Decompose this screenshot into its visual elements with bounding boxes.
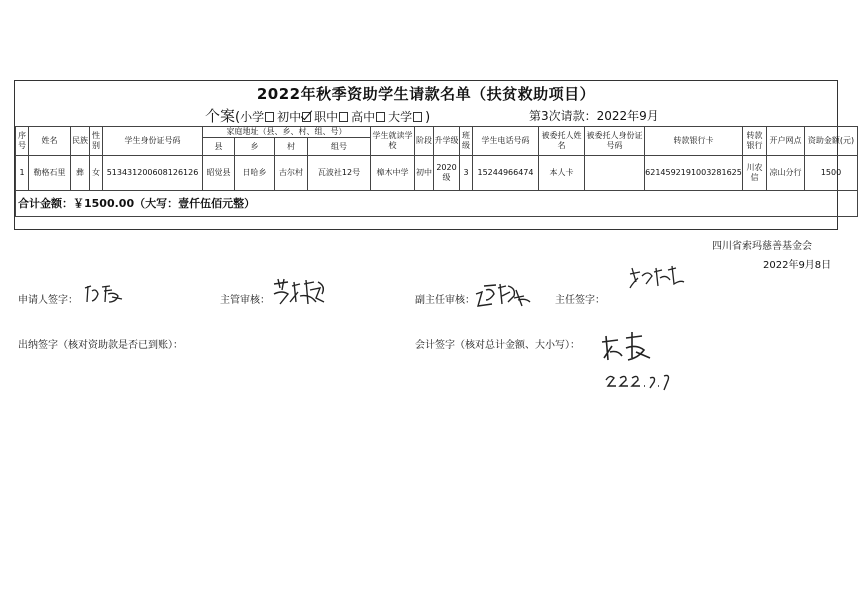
cell-id-number: 513431200608126126 bbox=[103, 156, 203, 191]
cell-village: 古尔村 bbox=[275, 156, 308, 191]
form-title: 2022年秋季资助学生请款名单（扶贫救助项目） bbox=[256, 85, 596, 103]
deputy-director-signature bbox=[472, 280, 536, 310]
th-gender: 性别 bbox=[90, 127, 103, 156]
applicant-label: 申请人签字： bbox=[18, 295, 78, 306]
table-row bbox=[16, 156, 858, 191]
cell-class: 3 bbox=[460, 156, 473, 191]
student-table bbox=[15, 126, 858, 217]
th-school: 学生就读学校 bbox=[371, 127, 415, 156]
option-senior bbox=[351, 110, 386, 124]
th-name: 姓名 bbox=[29, 127, 71, 156]
th-amount: 资助金额(元) bbox=[805, 127, 858, 156]
th-bank: 转款银行 bbox=[743, 127, 767, 156]
option-junior bbox=[277, 110, 312, 124]
case-close-paren: ) bbox=[425, 110, 431, 125]
th-delegate-id: 被委托人身份证号码 bbox=[585, 127, 645, 156]
cell-grade-year: 2020级 bbox=[434, 156, 460, 191]
th-grade-year: 升学级 bbox=[434, 127, 460, 156]
option-senior-label: 高中 bbox=[351, 110, 376, 124]
supervisor-label: 主管审核： bbox=[220, 295, 270, 306]
cell-name: 勒格石里 bbox=[29, 156, 71, 191]
total-row bbox=[16, 191, 858, 217]
th-ethnicity: 民族 bbox=[71, 127, 90, 156]
cell-group: 瓦波社12号 bbox=[308, 156, 371, 191]
th-seq: 序号 bbox=[16, 127, 29, 156]
director-signature bbox=[626, 264, 688, 294]
cell-ethnicity: 彝 bbox=[71, 156, 90, 191]
supervisor-signature bbox=[270, 276, 332, 308]
option-vocational-checkbox bbox=[339, 112, 348, 122]
cell-delegate-name: 本人卡 bbox=[539, 156, 585, 191]
option-university-label: 大学 bbox=[388, 110, 413, 124]
option-vocational-label: 职中 bbox=[314, 110, 339, 124]
cashier-label: 出纳签字（核对资助款是否已到账）： bbox=[18, 340, 183, 351]
cell-stage: 初中 bbox=[415, 156, 434, 191]
cell-delegate-id bbox=[585, 156, 645, 191]
th-county: 县 bbox=[203, 138, 235, 156]
cell-county: 昭觉县 bbox=[203, 156, 235, 191]
option-vocational bbox=[314, 110, 349, 124]
director-label: 主任签字： bbox=[555, 295, 605, 306]
option-primary bbox=[240, 110, 275, 124]
th-address-group: 家庭地址（县、乡、村、组、号） bbox=[203, 127, 371, 138]
option-junior-label: 初中 bbox=[277, 110, 302, 124]
option-university-checkbox bbox=[413, 112, 422, 122]
cell-seq: 1 bbox=[16, 156, 29, 191]
cell-phone: 15244966474 bbox=[473, 156, 539, 191]
th-class: 班级 bbox=[460, 127, 473, 156]
foundation-name: 四川省索玛慈善基金会 bbox=[712, 241, 812, 252]
cell-school: 樟木中学 bbox=[371, 156, 415, 191]
th-stage: 阶段 bbox=[415, 127, 434, 156]
option-junior-checkbox bbox=[302, 112, 311, 122]
option-primary-label: 小学 bbox=[240, 110, 265, 124]
cell-bank: 川农信 bbox=[743, 156, 767, 191]
deputy-director-label: 副主任审核： bbox=[415, 295, 475, 306]
cell-bank-card: 6214592191003281625 bbox=[645, 156, 743, 191]
case-open-paren: ( bbox=[235, 110, 241, 125]
header-row-top bbox=[16, 127, 858, 138]
th-phone: 学生电话号码 bbox=[473, 127, 539, 156]
cell-gender: 女 bbox=[90, 156, 103, 191]
case-prefix: 个案 bbox=[205, 107, 236, 125]
th-branch: 开户网点 bbox=[767, 127, 805, 156]
th-id-number: 学生身份证号码 bbox=[103, 127, 203, 156]
option-primary-checkbox bbox=[265, 112, 274, 122]
request-form-frame bbox=[14, 80, 855, 230]
th-village: 村 bbox=[275, 138, 308, 156]
th-group: 组号 bbox=[308, 138, 371, 156]
applicant-signature bbox=[82, 282, 128, 306]
total-amount: 合计金额：￥1500.00（大写：壹仟伍佰元整） bbox=[16, 191, 858, 217]
accountant-signature bbox=[596, 328, 688, 394]
cell-amount: 1500 bbox=[805, 156, 858, 191]
batch-info: 第3次请款：2022年9月 bbox=[529, 109, 659, 123]
th-bank-card: 转款银行卡 bbox=[645, 127, 743, 156]
th-township: 乡 bbox=[235, 138, 275, 156]
th-delegate-name: 被委托人姓名 bbox=[539, 127, 585, 156]
cell-township: 日哈乡 bbox=[235, 156, 275, 191]
issue-date: 2022年9月8日 bbox=[763, 260, 832, 271]
option-senior-checkbox bbox=[376, 112, 385, 122]
accountant-label: 会计签字（核对总计金额、大小写）： bbox=[415, 340, 580, 351]
case-type-line bbox=[205, 105, 430, 126]
option-university bbox=[388, 110, 423, 124]
cell-branch: 凉山分行 bbox=[767, 156, 805, 191]
